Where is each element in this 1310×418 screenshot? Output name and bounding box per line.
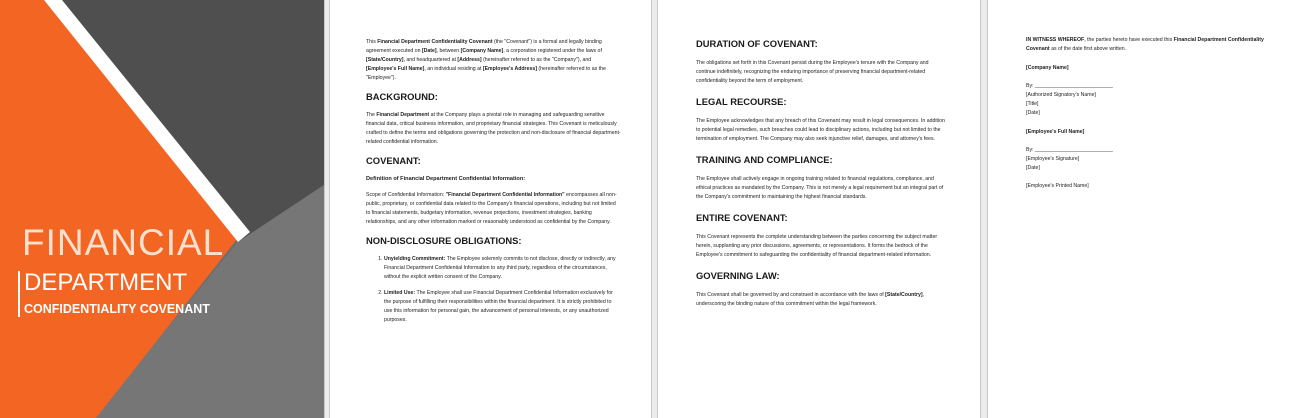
duration-paragraph: The obligations set forth in this Covenant persist during the Employee's tenure with the Company and continue indefinitely, recognizing the enduring importance of preserving financial department-related confidentiality beyond the term of employment. bbox=[696, 60, 929, 84]
cover-title-department: DEPARTMENT bbox=[24, 269, 188, 296]
employee-block bbox=[1026, 128, 1280, 191]
obligations-list bbox=[366, 255, 621, 325]
cover-title-bar bbox=[18, 271, 20, 317]
page-2 bbox=[330, 0, 651, 418]
entire-heading: ENTIRE COVENANT: bbox=[696, 212, 788, 223]
cover-page bbox=[0, 0, 324, 418]
page-4-content bbox=[1026, 36, 1280, 197]
company-signatory: [Authorized Signatory's Name] bbox=[1026, 92, 1096, 98]
company-block bbox=[1026, 64, 1280, 118]
company-date: [Date] bbox=[1026, 110, 1040, 116]
list-item: 1. Unyielding Commitment: The Employee solemnly commits to not disclose, directly or indirectly, any Financial Department Confidential Information to any third party, regardless of the circumstances, without the explicit written consent of the Company. bbox=[384, 255, 621, 282]
employee-signature: [Employee's Signature] bbox=[1026, 156, 1080, 162]
background-heading: BACKGROUND: bbox=[366, 91, 438, 102]
legal-paragraph: The Employee acknowledges that any breach of this Covenant may result in legal consequences. In addition to potential legal remedies, such breaches could lead to disciplinary actions, including but not limited to the termination of employment. The Company may also seek injunctive relief, damages, and attorney's fees. bbox=[696, 118, 945, 142]
company-name: [Company Name] bbox=[1026, 65, 1069, 71]
cover-title-financial: FINANCIAL bbox=[22, 222, 225, 263]
legal-heading: LEGAL RECOURSE: bbox=[696, 96, 787, 107]
nondisclosure-heading: NON-DISCLOSURE OBLIGATIONS: bbox=[366, 235, 522, 246]
page-3-content bbox=[696, 38, 946, 315]
page-3 bbox=[658, 0, 980, 418]
employee-printed-name: [Employee's Printed Name] bbox=[1026, 183, 1089, 189]
page-2-content bbox=[366, 38, 621, 332]
entire-paragraph: This Covenant represents the complete understanding between the parties concerning the subject matter herein, supplanting any prior discussions, agreements, or representations. It forms the bedrock of the Employee's commitment to safeguarding the confidentiality of financial department-related information. bbox=[696, 234, 938, 258]
witness-paragraph: IN WITNESS WHEREOF, the parties hereto have executed this Financial Department Confidentiality Covenant as of the date first above written. bbox=[1026, 37, 1264, 52]
company-signature-line: By: ___________________________ bbox=[1026, 83, 1113, 89]
employee-name: [Employee's Full Name] bbox=[1026, 129, 1085, 135]
governing-heading: GOVERNING LAW: bbox=[696, 270, 780, 281]
definition-heading: Definition of Financial Department Confidential Information: bbox=[366, 176, 526, 182]
background-paragraph: The Financial Department at the Company plays a pivotal role in managing and safeguarding sensitive financial data, critical business information, and proprietary financial strategies. This Covenant is meticulously crafted to define the terms and obligations governing the protection and non-disclosure of financial department-related confidential information. bbox=[366, 112, 621, 145]
company-title: [Title] bbox=[1026, 101, 1039, 107]
covenant-heading: COVENANT: bbox=[366, 155, 421, 166]
cover-subtitle: CONFIDENTIALITY COVENANT bbox=[24, 302, 210, 316]
page-4 bbox=[988, 0, 1310, 418]
employee-signature-line: By: ___________________________ bbox=[1026, 147, 1113, 153]
duration-heading: DURATION OF COVENANT: bbox=[696, 38, 818, 49]
employee-date: [Date] bbox=[1026, 165, 1040, 171]
governing-paragraph: This Covenant shall be governed by and construed in accordance with the laws of [State/Country], underscoring the binding nature of this commitment within the legal framework. bbox=[696, 292, 925, 307]
cover-graphic bbox=[0, 0, 324, 418]
list-item: 2. Limited Use: The Employee shall use Financial Department Confidential Information exclusively for the purpose of fulfilling their responsibilities within the financial department. It is strictly prohibited to use this information for personal gain, the advancement of personal interests, or any unauthorized purposes. bbox=[384, 289, 621, 325]
training-paragraph: The Employee shall actively engage in ongoing training related to financial regulations, compliance, and ethical practices as mandated by the Company. This is not merely a legal requirement but an integral part of the Company's commitment to maintaining the highest financial standards. bbox=[696, 176, 944, 200]
training-heading: TRAINING AND COMPLIANCE: bbox=[696, 154, 833, 165]
scope-paragraph: Scope of Confidential Information: "Financial Department Confidential Information" encompasses all non-public, proprietary, or confidential data related to the Company's financial operations, including but not limited to financial statements, budgetary information, revenue projections, investment strategies, banking relationships, and any other information marked or reasonably understood as confidential by the Company. bbox=[366, 192, 617, 225]
intro-paragraph: This Financial Department Confidentiality Covenant (the "Covenant") is a formal and legally binding agreement executed on [Date], between [Company Name], a corporation registered under the laws of [State/Country], and headquartered at [Address] (hereinafter referred to as the "Company"), and [Employee's Full Name], an individual residing at [Employee's Address] (hereinafter referred to as the "Employee"). bbox=[366, 39, 606, 81]
